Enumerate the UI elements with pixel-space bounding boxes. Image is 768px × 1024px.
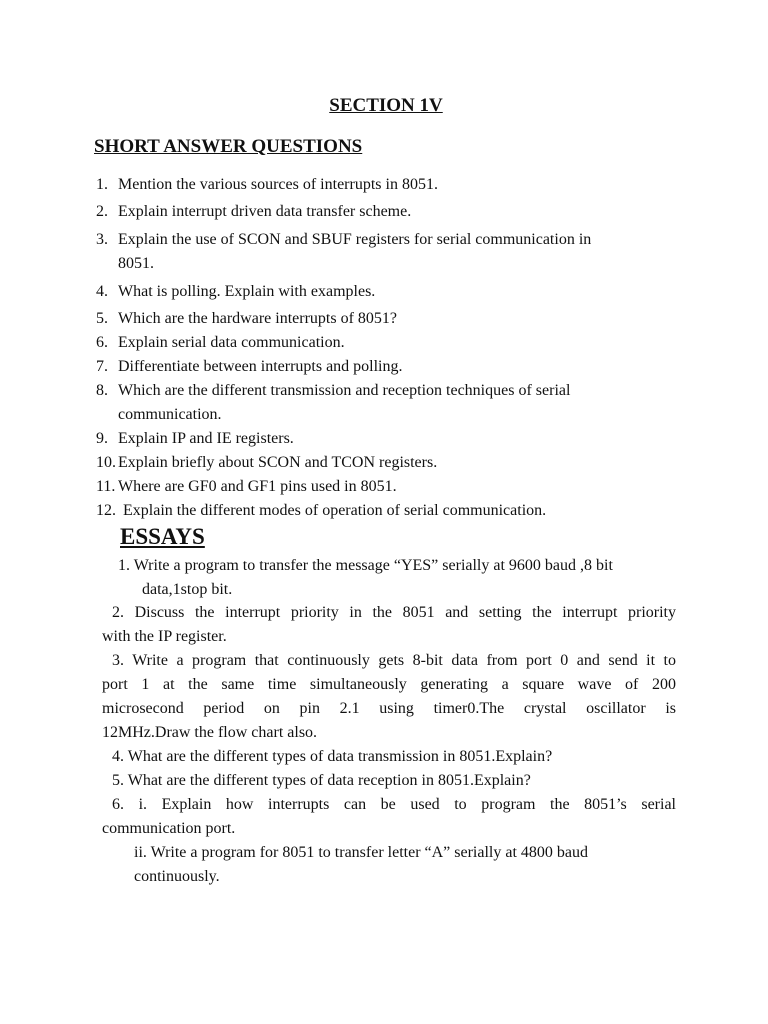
- question-number: 12.: [96, 502, 116, 519]
- essay-1-line-1: 1. Write a program to transfer the message “YES” serially at 9600 baud ,8 bit: [118, 557, 613, 574]
- question-text: Explain IP and IE registers.: [118, 430, 294, 447]
- question-text: Explain interrupt driven data transfer scheme.: [118, 203, 412, 220]
- question-number: 5.: [96, 310, 108, 327]
- essay-2-line-1: 2. Discuss the interrupt priority in the 8051 and setting the interrupt priority: [112, 604, 676, 621]
- question-number: 2.: [96, 203, 108, 220]
- question-number: 6.: [96, 334, 108, 351]
- question-text: Differentiate between interrupts and polling.: [118, 358, 403, 375]
- question-number: 10.: [96, 454, 116, 471]
- essay-4: 4. What are the different types of data transmission in 8051.Explain?: [112, 748, 553, 765]
- essay-3-line-3: microsecond period on pin 2.1 using timer0.The crystal oscillator is: [102, 700, 676, 717]
- essays-heading: ESSAYS: [120, 524, 205, 549]
- question-text: Which are the different transmission and reception techniques of serial: [118, 382, 571, 399]
- essay-1-line-2: data,1stop bit.: [142, 581, 233, 598]
- essay-6-ii-line-2: continuously.: [134, 868, 220, 885]
- question-text-continued: communication.: [118, 406, 222, 423]
- essay-6-line-1: 6. i. Explain how interrupts can be used to program the 8051’s serial: [112, 796, 676, 813]
- question-text: What is polling. Explain with examples.: [118, 283, 376, 300]
- question-text: Explain the different modes of operation of serial communication.: [123, 502, 547, 519]
- question-text: Mention the various sources of interrupts in 8051.: [118, 176, 438, 193]
- short-answer-heading: SHORT ANSWER QUESTIONS: [94, 136, 363, 157]
- question-text: Explain the use of SCON and SBUF registers for serial communication in: [118, 231, 592, 248]
- essay-6-ii-line-1: ii. Write a program for 8051 to transfer letter “A” serially at 4800 baud: [134, 844, 589, 861]
- question-text-continued: 8051.: [118, 255, 154, 272]
- question-number: 8.: [96, 382, 108, 399]
- question-text: Explain serial data communication.: [118, 334, 345, 351]
- question-text: Explain briefly about SCON and TCON registers.: [118, 454, 438, 471]
- essay-5: 5. What are the different types of data reception in 8051.Explain?: [112, 772, 531, 789]
- question-text: Where are GF0 and GF1 pins used in 8051.: [118, 478, 397, 495]
- question-number: 11.: [96, 478, 116, 495]
- question-number: 7.: [96, 358, 108, 375]
- essay-2-line-2: with the IP register.: [102, 628, 227, 645]
- essay-3-line-1: 3. Write a program that continuously gets 8-bit data from port 0 and send it to: [112, 652, 676, 669]
- question-number: 1.: [96, 176, 108, 193]
- question-text: Which are the hardware interrupts of 8051?: [118, 310, 397, 327]
- question-number: 9.: [96, 430, 108, 447]
- question-number: 3.: [96, 231, 108, 248]
- question-number: 4.: [96, 283, 108, 300]
- essay-6-line-2: communication port.: [102, 820, 236, 837]
- essay-3-line-2: port 1 at the same time simultaneously generating a square wave of 200: [102, 676, 676, 693]
- section-title: SECTION 1V: [329, 95, 443, 116]
- essay-3-line-4: 12MHz.Draw the flow chart also.: [102, 724, 318, 741]
